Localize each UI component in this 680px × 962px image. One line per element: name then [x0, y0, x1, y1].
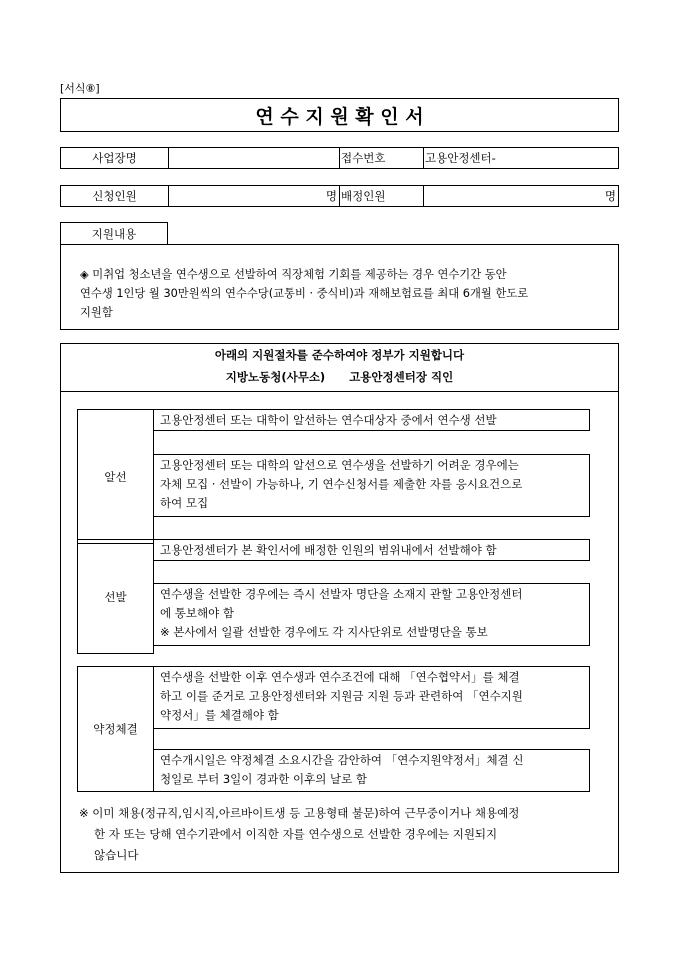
page-title: 연 수 지 원 확 인 서	[255, 105, 424, 128]
applicants-value[interactable]	[169, 186, 339, 206]
referral-item-1	[153, 409, 590, 431]
support-line-3: 지원함	[80, 306, 113, 319]
support-content-box	[60, 244, 619, 330]
referral-item-2-line-3: 하여 모집	[160, 496, 209, 510]
allocated-value[interactable]	[424, 186, 618, 206]
group-agreement-label-box	[77, 666, 154, 792]
applicants-unit: 명	[325, 189, 337, 203]
agreement-item-2	[153, 749, 590, 792]
selection-item-1-line-1: 고용안정센터가 본 확인서에 배정한 인원의 범위내에서 선발해야 함	[160, 543, 497, 557]
title-box	[60, 98, 619, 132]
group-referral-label-box	[77, 409, 154, 544]
support-content-label-box	[60, 222, 168, 245]
agreement-item-1	[153, 666, 590, 729]
info-row-company	[60, 147, 619, 169]
referral-item-2	[153, 454, 590, 517]
group-selection-label: 선발	[104, 589, 127, 604]
support-line-2: 연수생 1인당 월 30만원씩의 연수수당(교통비 · 중식비)과 재해보험료를 최대 6개월 한도로	[80, 287, 529, 300]
company-name-value[interactable]	[169, 148, 339, 168]
referral-item-1-line-1: 고용안정센터 또는 대학이 알선하는 연수대상자 중에서 연수생 선발	[160, 413, 497, 427]
referral-item-2-line-1: 고용안정센터 또는 대학의 알선으로 연수생을 선발하기 어려운 경우에는	[160, 458, 519, 472]
note-line-3: 않습니다	[94, 848, 139, 862]
form-tag: [서식⑧]	[60, 82, 100, 95]
info-row-counts	[60, 185, 619, 207]
selection-item-2-line-3: ※ 본사에서 일괄 선발한 경우에도 각 지사단위로 선발명단을 통보	[160, 625, 488, 639]
note-line-1: ※ 이미 채용(정규직,임시직,아르바이트생 등 고용형태 불문)하여 근무중이거나 채용예정	[79, 806, 520, 820]
selection-item-1	[153, 539, 590, 561]
selection-item-2-line-2: 에 통보해야 함	[160, 606, 234, 620]
agreement-item-1-line-2: 하고 이를 준거로 고용안정센터와 지원금 지원 등과 관련하여 「연수지원	[160, 689, 523, 703]
procedures-header-1: 아래의 지원절차를 준수하여야 정부가 지원합니다	[214, 348, 465, 362]
agreement-item-1-line-3: 약정서」를 체결해야 함	[160, 708, 279, 722]
group-agreement-label: 약정체결	[93, 722, 138, 736]
selection-item-2	[153, 583, 590, 646]
group-selection-label-box	[77, 539, 154, 654]
support-line-1: ◈ 미취업 청소년을 연수생으로 선발하여 직장체험 기회를 제공하는 경우 연수기간 동안	[80, 268, 507, 281]
group-referral-label: 알선	[104, 469, 127, 484]
referral-item-2-line-2: 자체 모집 · 선발이 가능하나, 기 연수신청서를 제출한 자를 응시요건으로	[160, 477, 523, 491]
selection-item-2-line-1: 연수생을 선발한 경우에는 즉시 선발자 명단을 소재지 관할 고용안정센터	[160, 587, 523, 601]
procedures-header-2: 지방노동청(사무소) 고용안정센터장 직인	[225, 370, 454, 384]
agreement-item-2-line-2: 청일로 부터 3일이 경과한 이후의 날로 함	[160, 772, 367, 786]
support-content-label: 지원내용	[91, 227, 137, 241]
allocated-label: 배정인원	[341, 189, 386, 203]
agreement-item-2-line-1: 연수개시일은 약정체결 소요시간을 감안하여 「연수지원약정서」체결 신	[160, 753, 524, 767]
company-name-label: 사업장명	[92, 151, 137, 165]
agreement-item-1-line-1: 연수생을 선발한 이후 연수생과 연수조건에 대해 「연수협약서」를 체결	[160, 670, 520, 684]
receipt-number-label: 접수번호	[341, 151, 386, 165]
procedures-box	[60, 343, 619, 873]
receipt-number-value[interactable]: 고용안정센터-	[425, 151, 496, 165]
allocated-unit: 명	[604, 189, 616, 203]
note-line-2: 한 자 또는 당해 연수기관에서 이직한 자를 연수생으로 선발한 경우에는 지원되지	[94, 827, 498, 841]
applicants-label: 신청인원	[92, 189, 137, 203]
